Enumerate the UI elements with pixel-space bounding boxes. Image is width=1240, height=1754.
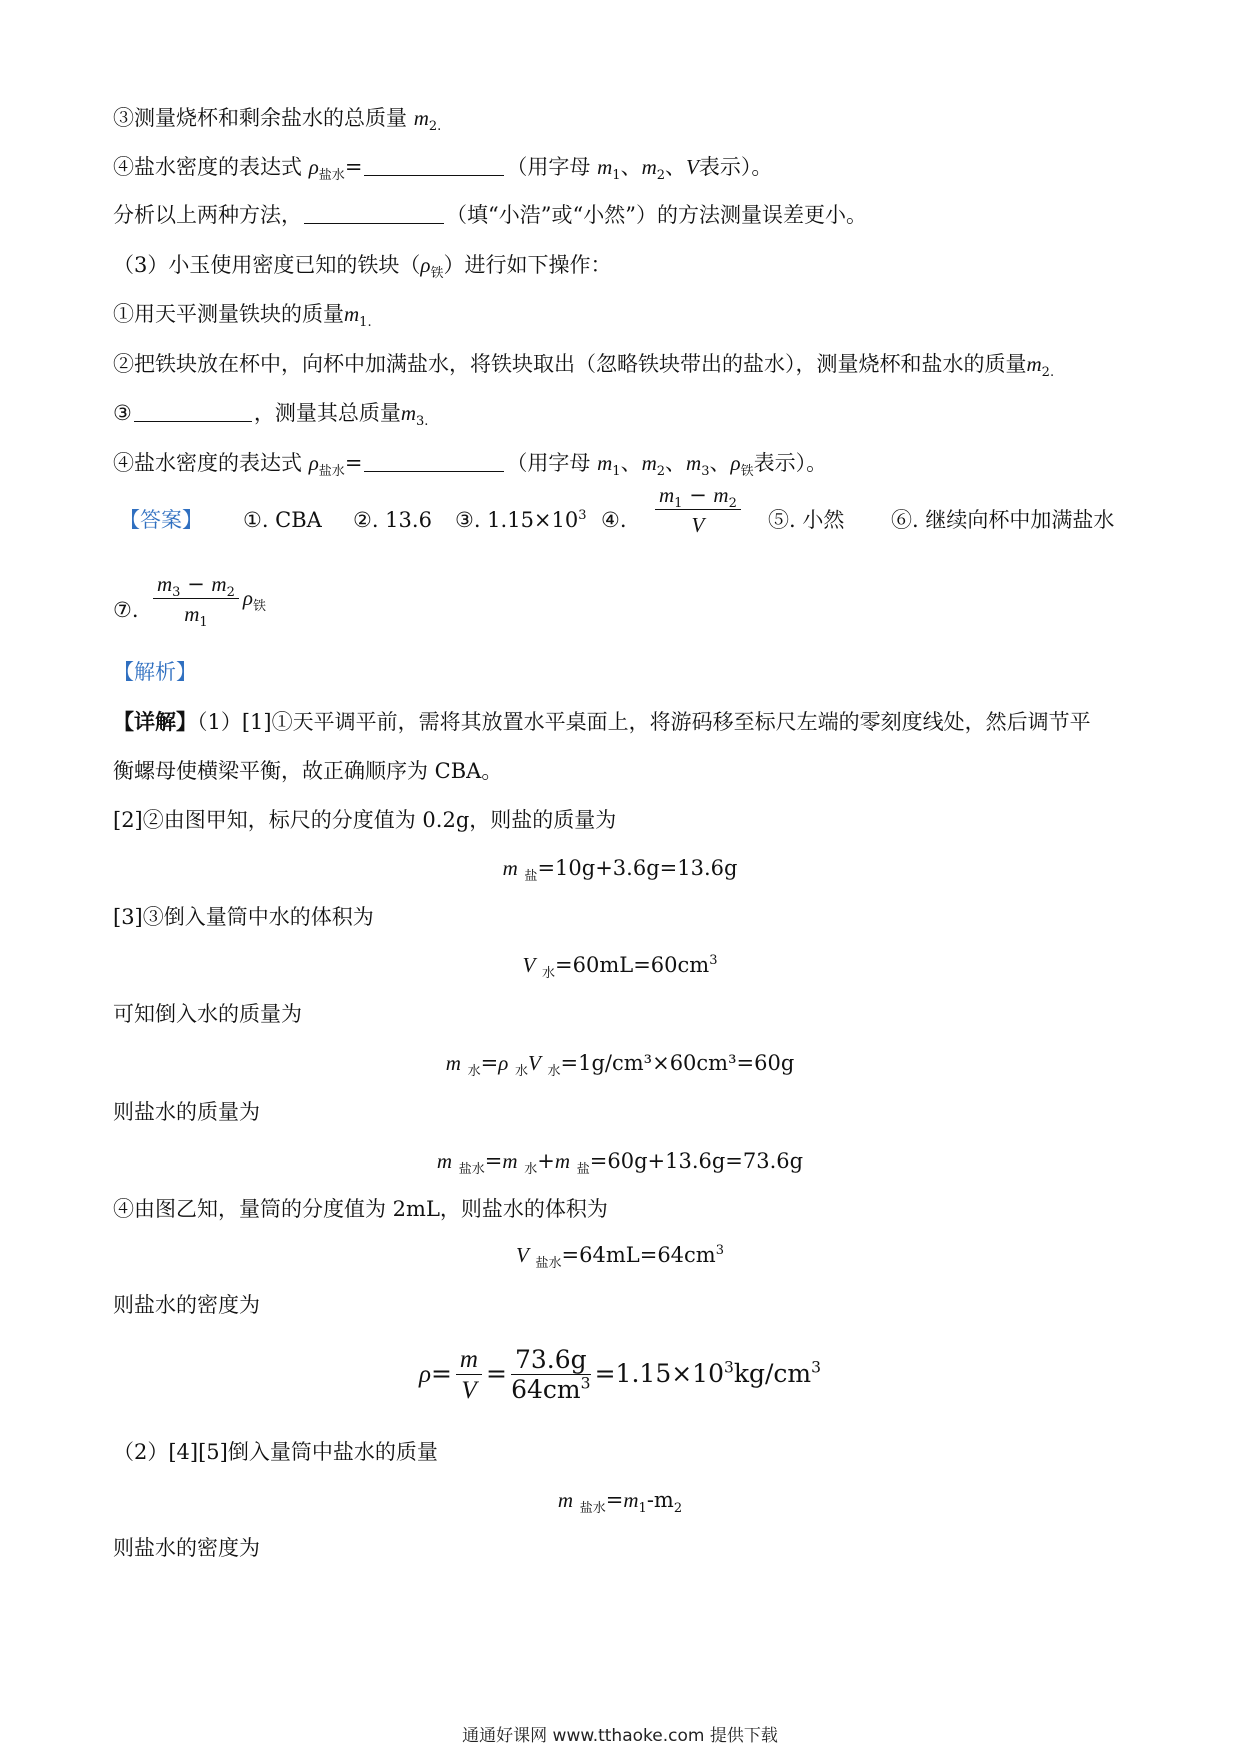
answer-5: ⑤. 小然 <box>768 508 845 532</box>
answer-1: ①. CBA <box>243 508 322 532</box>
answer-blank[interactable] <box>364 451 504 472</box>
analysis-label: 【解析】 <box>113 660 197 684</box>
detail-p9: 则盐水的密度为 <box>113 1536 260 1560</box>
q3-intro: （3）小玉使用密度已知的铁块$(\rho_铁)$进行如下操作： <box>113 253 612 282</box>
q3-step1: ①用天平测量铁块的质量$m_{1.}$ <box>113 302 372 331</box>
answer-blank[interactable] <box>364 155 504 176</box>
answer-6: ⑥. 继续向杯中加满盐水 <box>891 508 1115 532</box>
answer-row <box>113 483 1133 545</box>
equation-brine-mass-2: m $_{盐水}=m_1-m_2$ <box>557 1488 683 1517</box>
q2-analysis: 分析以上两种方法， （填“小浩”或“小然”）的方法测量误差更小。 <box>113 203 867 227</box>
answer-7-fraction: $\frac{m_3 - m_2}{m_1}$ $\rho_铁$ <box>149 570 266 629</box>
answer-2: ②. 13.6 <box>353 508 432 532</box>
q3-step2: ②把铁块放在杯中，向杯中加满盐水，将铁块取出（忽略铁块带出的盐水），测量烧杯和盐水的质量$m_{2.}$ <box>113 352 1055 381</box>
detail-p4: 可知倒入水的质量为 <box>113 1002 302 1026</box>
answer-label: 【答案】 <box>119 508 203 532</box>
answer-4: ④. <box>601 508 627 532</box>
equation-water-mass: m $_水$=ρ $_水$V $_水$=1g/cm³×60cm³=60g <box>445 1051 795 1080</box>
q3-step4: ④盐水密度的表达式 $\rho_{盐水}=$ （用字母 $m_1$、$m_2$、$m_3$、$\rho_铁$表示）。 <box>113 451 828 480</box>
detail-p1b: 衡螺母使横梁平衡，故正确顺序为 CBA。 <box>113 759 503 783</box>
detail-p1: 【详解】（1）[1]①天平调平前，需将其放置水平桌面上，将游码移至标尺左端的零刻度线处，然后调节平 <box>113 709 1091 734</box>
answer-3: ③. $1.15\times 10^3$ <box>455 508 587 532</box>
detail-p5: 则盐水的质量为 <box>113 1100 260 1124</box>
q2-step4: ④盐水密度的表达式 $\rho_{盐水}=$ （用字母 $m_1$、$m_2$、V表示）。 <box>113 155 773 184</box>
detail-p3: [3]③倒入量筒中水的体积为 <box>113 905 374 929</box>
footer-watermark: 通通好课网 www.tthaoke.com 提供下载 <box>462 1726 778 1746</box>
equation-density: ρ= $\frac{m}{V}$ = $\frac{73.6g}{64cm^3}$ $=1.15\times 10^3kg/cm^3$ <box>418 1345 822 1404</box>
q2-step3: ③测量烧杯和剩余盐水的总质量 $m_{2.}$ <box>113 106 442 135</box>
detail-p2: [2]②由图甲知，标尺的分度值为 0.2g，则盐的质量为 <box>113 808 617 832</box>
detail-p7: 则盐水的密度为 <box>113 1293 260 1317</box>
answer-4-fraction: $\frac{m_1 - m_2}{V}$ <box>651 481 745 540</box>
equation-water-volume: V $_水=60mL=60cm^3$ <box>522 953 718 982</box>
detail-p6: ④由图乙知，量筒的分度值为 2mL，则盐水的体积为 <box>113 1197 608 1221</box>
equation-salt-mass: m $_盐$=10g+3.6g=13.6g <box>502 856 738 885</box>
answer-blank[interactable] <box>134 401 252 422</box>
answer-7: ⑦. <box>113 598 139 622</box>
answer-blank[interactable] <box>304 203 444 224</box>
detail-p8: （2）[4][5]倒入量筒中盐水的质量 <box>113 1440 438 1464</box>
q3-step3: ③ ，测量其总质量$m_{3.}$ <box>113 401 429 430</box>
equation-brine-volume: V $_{盐水}=64mL=64cm^3$ <box>516 1243 724 1272</box>
equation-brine-mass: m $_{盐水}$=m $_水$+m $_盐$=60g+13.6g=73.6g <box>436 1149 804 1178</box>
